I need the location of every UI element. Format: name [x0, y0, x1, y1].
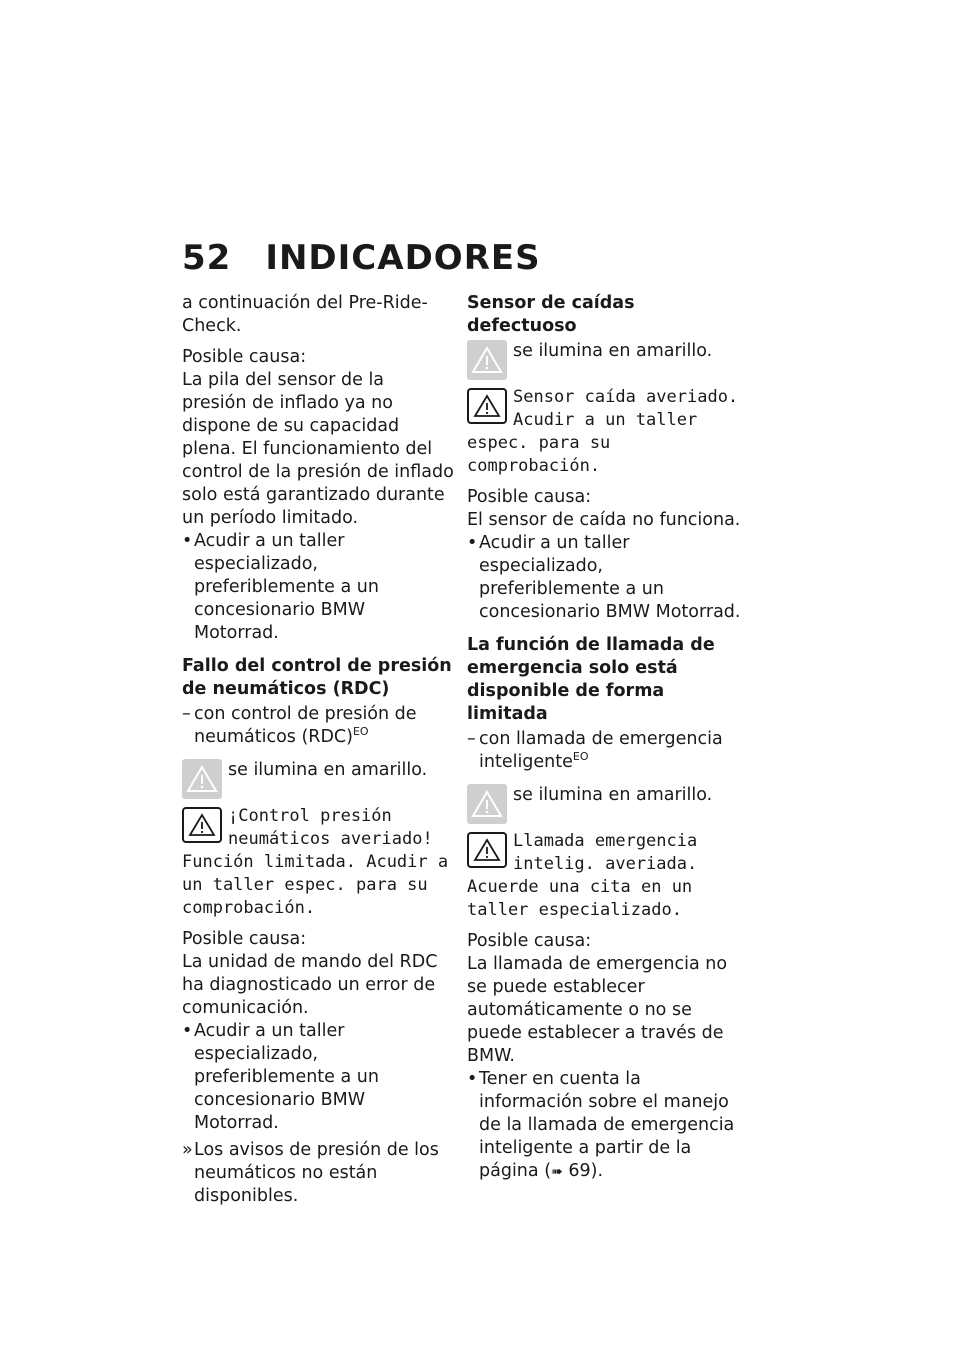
- arrow-right-icon: ➠: [551, 1164, 563, 1180]
- warning-lamp-row: [467, 784, 742, 824]
- cause-label: Posible causa:: [182, 929, 307, 949]
- display-message: [467, 386, 742, 478]
- cause-text: La llamada de emergencia no se puede establecer automáticamente o no se puede establecer a través de BMW.: [467, 954, 728, 1066]
- display-text: Llamada emergencia intelig. averiada. Acuerde una cita en un taller especializado.: [467, 831, 698, 920]
- bullet-mark: •: [467, 533, 478, 553]
- warning-lamp-row: [467, 340, 742, 380]
- bullet-text: Acudir a un taller especializado, preferiblemente a un concesionario BMW Motorrad.: [194, 1021, 379, 1133]
- right-column: [467, 292, 742, 1188]
- eo-superscript: EO: [352, 725, 369, 739]
- eo-superscript: EO: [572, 750, 589, 764]
- warning-triangle-outline-icon: [182, 807, 222, 843]
- bullet-mark: •: [182, 531, 193, 551]
- condition-text: con llamada de emergencia inteligente: [479, 729, 723, 772]
- paren-open: (: [544, 1161, 552, 1181]
- page-header: [182, 238, 541, 278]
- cause-text: El sensor de caída no funciona.: [467, 510, 741, 530]
- dash-mark: –: [182, 704, 191, 724]
- display-message: [467, 830, 742, 922]
- warning-triangle-icon: [467, 340, 507, 380]
- warning-triangle-icon: [467, 784, 507, 824]
- display-text: ¡Control presión neumáticos averiado! Función limitada. Acudir a un taller espec. para su comprobación.: [182, 806, 449, 918]
- display-text: Sensor caída averiado. Acudir a un taller espec. para su comprobación.: [467, 387, 739, 476]
- cause-text: La pila del sensor de la presión de inflado ya no dispone de su capacidad plena. El funcionamiento del control de la presión de inflado solo está garantizado durante un período limitado.: [182, 370, 454, 528]
- lamp-text: se ilumina en amarillo.: [513, 341, 713, 361]
- condition-text: con control de presión de neumáticos (RDC): [194, 704, 417, 747]
- warning-triangle-outline-icon: [467, 388, 507, 424]
- bullet-item: [182, 530, 454, 645]
- display-message: [182, 805, 454, 920]
- bullet-mark: •: [182, 1021, 193, 1041]
- bullet-text: Acudir a un taller especializado, preferiblemente a un concesionario BMW Motorrad.: [194, 531, 379, 643]
- cause-label: Posible causa:: [467, 487, 592, 507]
- left-column: [182, 292, 454, 1212]
- bullet-text: Tener en cuenta la información sobre el manejo de la llamada de emergencia inteligente a partir de la página: [479, 1069, 735, 1181]
- bullet-item: [467, 1068, 742, 1184]
- warning-triangle-outline-icon: [467, 832, 507, 868]
- lamp-text: se ilumina en amarillo.: [228, 760, 428, 780]
- lamp-text: se ilumina en amarillo.: [513, 785, 713, 805]
- dash-mark: –: [467, 729, 476, 749]
- page-reference-number: 69).: [568, 1161, 604, 1181]
- warning-lamp-row: [182, 759, 454, 799]
- result-text: Los avisos de presión de los neumáticos no están disponibles.: [194, 1140, 439, 1206]
- bullet-item: [467, 532, 742, 624]
- cause-label: Posible causa:: [467, 931, 592, 951]
- result-mark: »: [182, 1140, 193, 1160]
- page-reference[interactable]: [544, 1161, 603, 1181]
- result-item: [182, 1139, 454, 1208]
- bullet-item: [182, 1020, 454, 1135]
- bullet-mark: •: [467, 1069, 478, 1089]
- warning-triangle-icon: [182, 759, 222, 799]
- condition-item: [182, 703, 454, 749]
- section-heading-emergency-call: La función de llamada de emergencia solo está disponible de forma limitada: [467, 635, 715, 724]
- cause-text: La unidad de mando del RDC ha diagnosticado un error de comunicación.: [182, 952, 438, 1018]
- bullet-text: Acudir a un taller especializado, preferiblemente a un concesionario BMW Motorrad.: [479, 533, 741, 622]
- cause-label: Posible causa:: [182, 347, 307, 367]
- intro-text: a continuación del Pre-Ride-Check.: [182, 293, 428, 336]
- section-heading-fall-sensor: Sensor de caídas defectuoso: [467, 293, 635, 336]
- page-number: 52: [182, 238, 232, 278]
- page-title: INDICADORES: [265, 238, 541, 278]
- section-heading-rdc: Fallo del control de presión de neumáticos (RDC): [182, 656, 452, 699]
- condition-item: [467, 728, 742, 774]
